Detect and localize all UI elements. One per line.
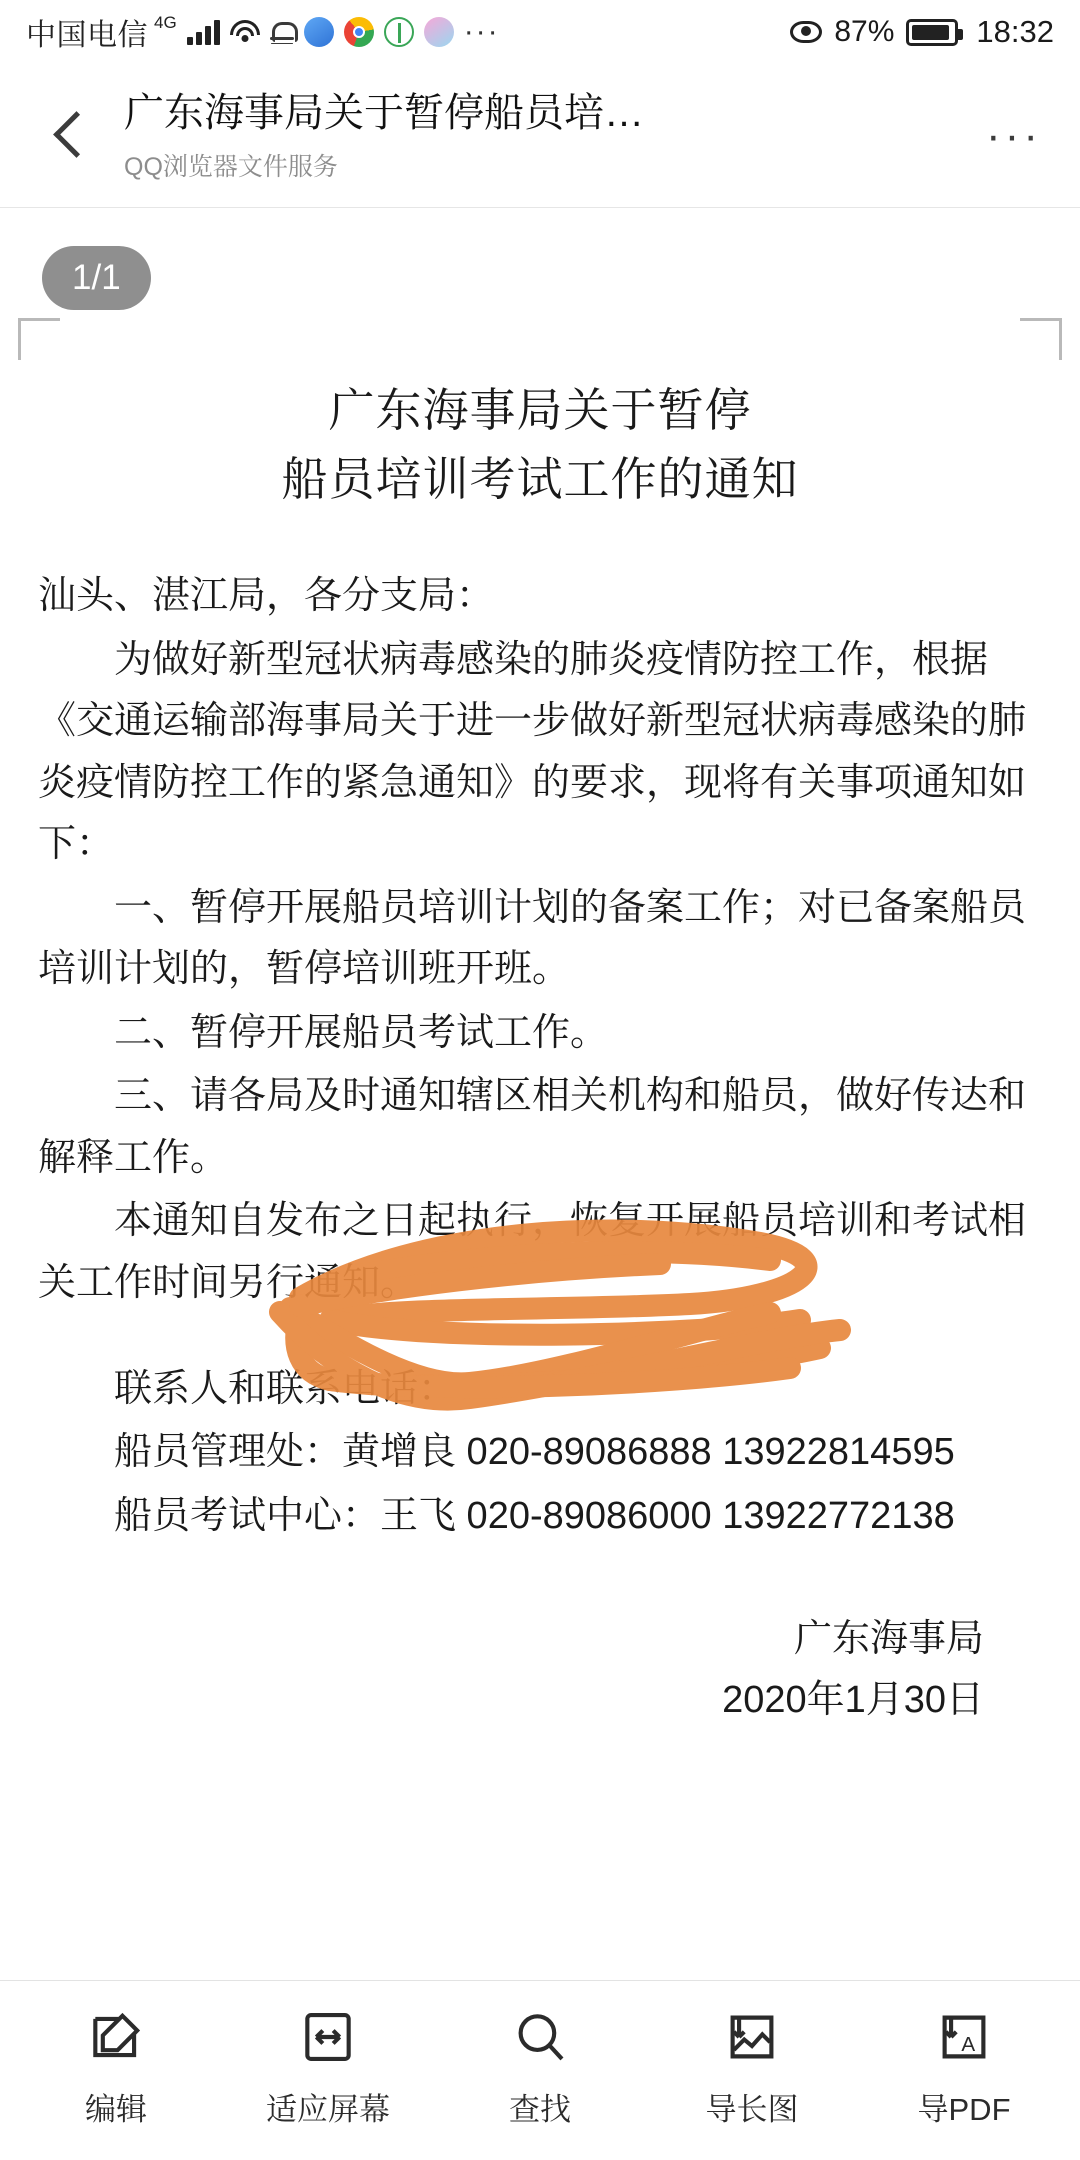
signature-date: 2020年1月30日 bbox=[722, 1679, 984, 1721]
contact-line-2: 船员考试中心：王飞 020-89086000 13922772138 bbox=[114, 1494, 955, 1537]
document-paragraph: 为做好新型冠状病毒感染的肺炎疫情防控工作，根据《交通运输部海事局关于进一步做好新型冠状病毒感染的肺炎疫情防控工作的紧急通知》的要求，现将有关事项通知如下： bbox=[38, 638, 1027, 866]
document-heading-line-2: 船员培训考试工作的通知 bbox=[281, 453, 799, 505]
fit-screen-icon bbox=[297, 2006, 359, 2068]
document-signature-block bbox=[38, 1609, 1042, 1731]
eye-care-icon bbox=[790, 21, 822, 43]
document-paragraph: 三、请各局及时通知辖区相关机构和船员，做好传达和解释工作。 bbox=[38, 1075, 1027, 1179]
toolbar-item-fit-screen[interactable] bbox=[238, 2006, 418, 2129]
export-pdf-icon bbox=[933, 2006, 995, 2068]
toolbar-label-export-long-image: 导长图 bbox=[705, 2092, 799, 2127]
signature-org: 广东海事局 bbox=[793, 1618, 984, 1661]
contact-line-1: 船员管理处：黄增良 020-89086888 13922814595 bbox=[114, 1431, 955, 1474]
app-pink-icon bbox=[424, 17, 454, 47]
status-bar bbox=[0, 0, 1080, 64]
battery-percent-label: 87% bbox=[834, 15, 895, 48]
toolbar-label-search: 查找 bbox=[509, 2092, 571, 2127]
more-apps-icon: ··· bbox=[463, 15, 500, 48]
app-chrome-icon bbox=[344, 17, 374, 47]
wifi-icon bbox=[230, 20, 260, 44]
toolbar-item-export-pdf[interactable] bbox=[874, 2006, 1054, 2129]
svg-text:A: A bbox=[961, 2033, 976, 2057]
document-heading-line-1: 广东海事局关于暂停 bbox=[328, 384, 752, 436]
document-page bbox=[0, 318, 1080, 1731]
document-paragraph: 一、暂停开展船员培训计划的备案工作；对已备案船员培训计划的，暂停培训班开班。 bbox=[38, 886, 1027, 991]
app-blue-icon bbox=[304, 17, 334, 47]
page-indicator-badge: 1/1 bbox=[42, 246, 151, 310]
document-viewer[interactable] bbox=[0, 208, 1080, 1828]
toolbar-label-export-pdf: 导PDF bbox=[917, 2092, 1011, 2127]
title-block bbox=[124, 89, 978, 183]
document-body bbox=[38, 566, 1042, 1547]
clock-label: 18:32 bbox=[976, 14, 1054, 49]
export-long-image-icon bbox=[721, 2006, 783, 2068]
network-type-label: 4G bbox=[154, 13, 177, 32]
back-chevron-icon[interactable] bbox=[44, 109, 98, 163]
document-heading bbox=[38, 376, 1042, 514]
status-bar-right bbox=[790, 14, 1054, 50]
battery-icon bbox=[906, 19, 958, 46]
title-bar bbox=[0, 64, 1080, 208]
more-options-icon[interactable]: ··· bbox=[986, 110, 1042, 160]
toolbar-label-fit-screen: 适应屏幕 bbox=[266, 2092, 390, 2127]
bottom-toolbar bbox=[0, 1980, 1080, 2160]
toolbar-item-search[interactable] bbox=[450, 2006, 630, 2129]
search-icon bbox=[509, 2006, 571, 2068]
carrier-label: 中国电信 bbox=[26, 19, 148, 52]
document-paragraph: 二、暂停开展船员考试工作。 bbox=[114, 1011, 609, 1054]
contact-title: 联系人和联系电话： bbox=[114, 1367, 457, 1410]
document-paragraph: 本通知自发布之日起执行，恢复开展船员培训和考试相关工作时间另行通知。 bbox=[38, 1200, 1027, 1305]
page-subtitle: QQ浏览器文件服务 bbox=[124, 152, 338, 181]
toolbar-item-export-long-image[interactable] bbox=[662, 2006, 842, 2129]
app-green-icon bbox=[384, 17, 414, 47]
page-title: 广东海事局关于暂停船员培… bbox=[124, 90, 644, 135]
toolbar-label-edit: 编辑 bbox=[85, 2092, 147, 2127]
edit-pencil-icon bbox=[85, 2006, 147, 2068]
toolbar-item-edit[interactable] bbox=[26, 2006, 206, 2129]
document-paragraph: 汕头、湛江局，各分支局： bbox=[38, 575, 495, 617]
bell-icon bbox=[270, 19, 294, 45]
signal-bars-icon bbox=[187, 19, 220, 45]
status-bar-left bbox=[26, 10, 500, 54]
